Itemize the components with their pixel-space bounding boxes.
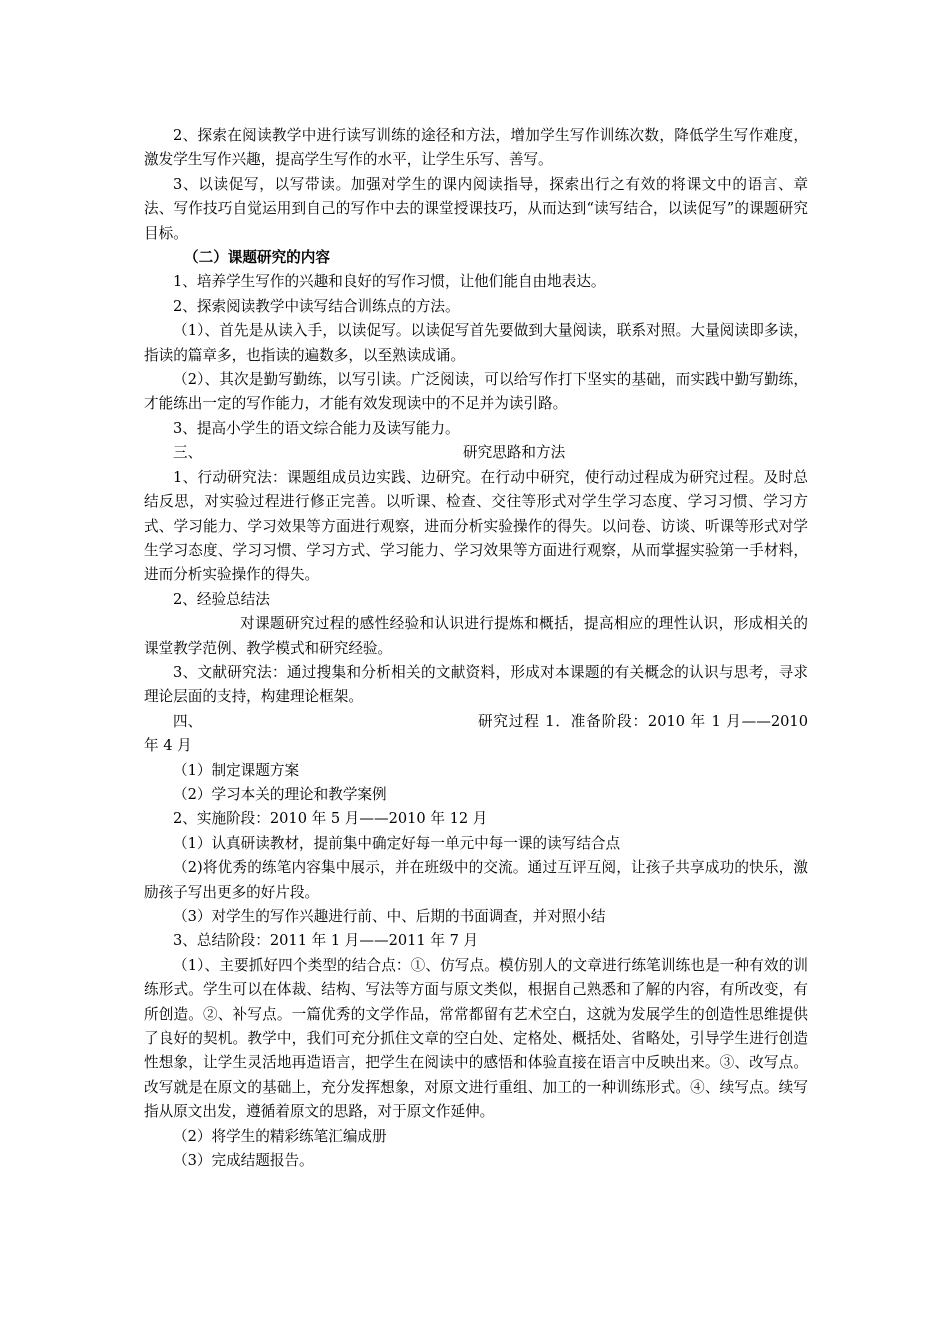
paragraph: （1）制定课题方案 xyxy=(173,761,300,779)
paragraph: 2、探索在阅读教学中进行读写训练的途径和方法，增加学生写作训练次数，降低学生写作难度，激发学生写作兴趣，提高学生写作的水平，让学生乐写、善写。 xyxy=(144,127,808,169)
paragraph: 2、经验总结法 xyxy=(173,590,270,608)
section-title: 研究过程 1．准备阶段：2010 年 1 月——2010 年 4 月 xyxy=(144,712,808,755)
document-body xyxy=(144,124,808,1173)
paragraph: （3）完成结题报告。 xyxy=(173,1152,314,1170)
section-heading-row xyxy=(144,710,808,759)
paragraph: 2、探索阅读教学中读写结合训练点的方法。 xyxy=(173,297,460,315)
section-title: 研究思路和方法 xyxy=(463,444,566,462)
paragraph: 3、总结阶段：2011 年 1 月——2011 年 7 月 xyxy=(173,932,479,950)
paragraph: 3、提高小学生的语文综合能力及读写能力。 xyxy=(173,419,460,437)
paragraph: 1、行动研究法：课题组成员边实践、边研究。在行动中研究，使行动过程成为研究过程。及时总结反思，对实验过程进行修正完善。以听课、检查、交往等形式对学生学习态度、学习习惯、学习方式、学习能力、学习效果等方面进行观察，进而分析实验操作的得失。以问卷、访谈、听课等形式对学生学习态度、学习习惯、学习方式、学习能力、学习效果等方面进行观察，从而掌握实验第一手材料，进而分析实验操作的得失。 xyxy=(144,468,808,584)
paragraph: （2）学习本关的理论和教学案例 xyxy=(173,785,387,803)
paragraph: （2)将优秀的练笔内容集中展示，并在班级中的交流。通过互评互阅，让孩子共享成功的快乐，激励孩子写出更多的好片段。 xyxy=(144,859,808,901)
section-heading: （二）课题研究的内容 xyxy=(184,249,330,267)
paragraph: 3、以读促写，以写带读。加强对学生的课内阅读指导，探索出行之有效的将课文中的语言、章法、写作技巧自觉运用到自己的写作中去的课堂授课技巧，从而达到“读写结合，以读促写”的课题研究目标。 xyxy=(144,175,808,242)
paragraph: （3）对学生的写作兴趣进行前、中、后期的书面调查，并对照小结 xyxy=(173,907,606,925)
paragraph: （2）将学生的精彩练笔汇编成册 xyxy=(173,1127,387,1145)
paragraph: （1）认真研读教材，提前集中确定好每一单元中每一课的读写结合点 xyxy=(173,834,621,852)
section-number: 三、 xyxy=(173,444,203,462)
paragraph: 对课题研究过程的感性经验和认识进行提炼和概括，提高相应的理性认识，形成相关的课堂教学范例、教学模式和研究经验。 xyxy=(144,615,808,657)
paragraph: （1）、主要抓好四个类型的结合点：①、仿写点。模仿别人的文章进行练笔训练也是一种有效的训练形式。学生可以在体裁、结构、写法等方面与原文类似，根据自己熟悉和了解的内容，有所改变，有所创造。②、补写点。一篇优秀的文学作品，常常都留有艺术空白，这就为发展学生的创造性思维提供了良好的契机。教学中，我们可充分抓住文章的空白处、定格处、概括处、省略处，引导学生进行创造性想象，让学生灵活地再造语言，把学生在阅读中的感悟和体验直接在语言中反映出来。③、改写点。改写就是在原文的基础上，充分发挥想象，对原文进行重组、加工的一种训练形式。④、续写点。续写指从原文出发，遵循着原文的思路，对于原文作延伸。 xyxy=(144,956,808,1121)
section-number: 四、 xyxy=(173,712,203,730)
section-heading-row xyxy=(144,441,808,465)
paragraph: （2）、其次是勤写勤练，以写引读。广泛阅读，可以给写作打下坚实的基础，而实践中勤写勤练，才能练出一定的写作能力，才能有效发现读中的不足并为读引路。 xyxy=(144,371,808,413)
paragraph: 2、实施阶段：2010 年 5 月——2010 年 12 月 xyxy=(173,810,488,828)
paragraph: 1、培养学生写作的兴趣和良好的写作习惯，让他们能自由地表达。 xyxy=(173,273,606,291)
paragraph: 3、文献研究法：通过搜集和分析相关的文献资料，形成对本课题的有关概念的认识与思考，寻求理论层面的支持，构建理论框架。 xyxy=(144,663,808,706)
paragraph: （1）、首先是从读入手，以读促写。以读促写首先要做到大量阅读，联系对照。大量阅读即多读，指读的篇章多，也指读的遍数多，以至熟读成诵。 xyxy=(144,322,808,364)
